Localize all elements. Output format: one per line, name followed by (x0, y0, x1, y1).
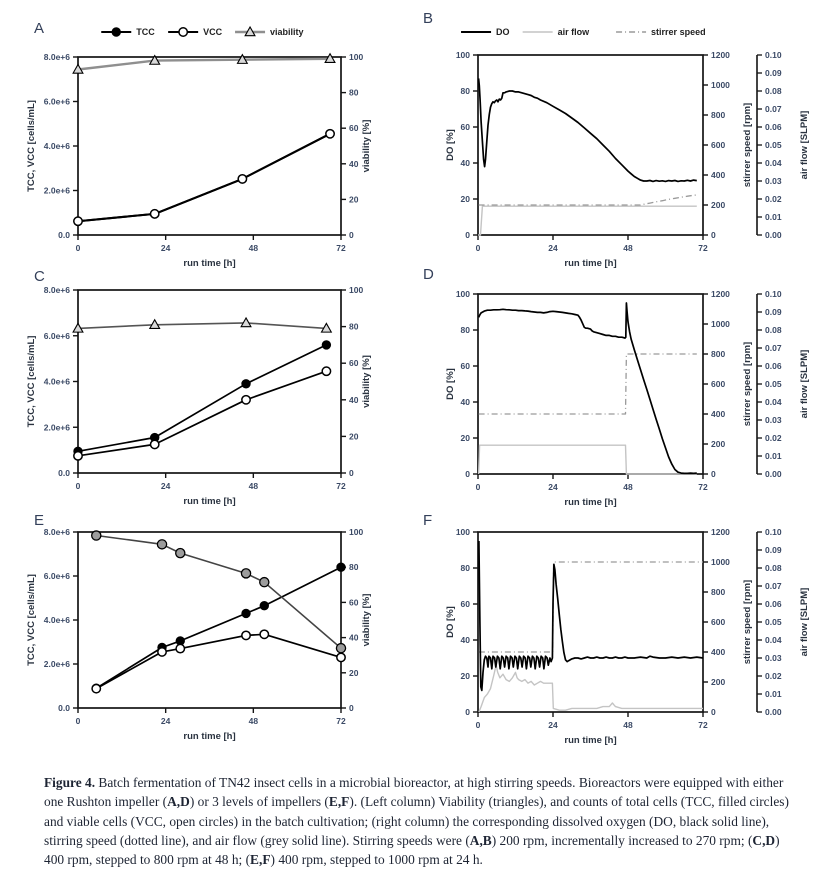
svg-text:0.01: 0.01 (765, 451, 782, 461)
svg-text:400: 400 (711, 170, 726, 180)
svg-text:0.01: 0.01 (765, 212, 782, 222)
panel-E-label: E (34, 512, 45, 529)
panel-E-chart (18, 510, 410, 772)
svg-text:1200: 1200 (711, 527, 730, 537)
svg-text:0: 0 (475, 720, 481, 730)
svg-text:600: 600 (711, 140, 726, 150)
svg-text:0: 0 (465, 707, 470, 717)
svg-text:0: 0 (349, 703, 354, 713)
svg-text:72: 72 (698, 720, 708, 730)
panel-B-label: B (423, 10, 434, 27)
y-axis-title: air flow [SLPM] (799, 587, 810, 657)
series-VCC (92, 630, 345, 693)
svg-text:0: 0 (465, 469, 470, 479)
svg-text:72: 72 (698, 482, 708, 492)
y-axis-title: stirrer speed [rpm] (742, 102, 753, 188)
svg-text:0.07: 0.07 (765, 104, 782, 114)
series-viability (92, 531, 346, 653)
svg-text:0.09: 0.09 (765, 307, 782, 317)
series-stirrer speed (479, 562, 703, 652)
svg-text:4.0e+6: 4.0e+6 (43, 615, 70, 625)
caption-text: ) 400 rpm, stepped to 1000 rpm at 24 h. (270, 852, 483, 868)
x-axis (76, 708, 346, 742)
svg-text:1000: 1000 (711, 319, 730, 329)
svg-text:0: 0 (75, 716, 81, 726)
svg-text:0: 0 (465, 230, 470, 240)
svg-text:2.0e+6: 2.0e+6 (43, 659, 70, 669)
series-air flow (479, 445, 697, 474)
svg-text:0.05: 0.05 (765, 140, 782, 150)
svg-text:DO: DO (496, 27, 510, 37)
svg-text:0.10: 0.10 (765, 50, 782, 60)
panel-F (415, 510, 831, 772)
svg-text:8.0e+6: 8.0e+6 (43, 285, 70, 295)
svg-text:0.00: 0.00 (765, 469, 782, 479)
series-DO (479, 303, 697, 473)
svg-text:60: 60 (460, 122, 470, 132)
x-axis (76, 473, 346, 507)
svg-text:0.08: 0.08 (765, 563, 782, 573)
svg-text:80: 80 (460, 563, 470, 573)
panel-D-chart (415, 262, 831, 512)
y-axis-slpm (757, 527, 810, 717)
svg-text:72: 72 (336, 243, 346, 253)
svg-text:0.10: 0.10 (765, 527, 782, 537)
svg-text:0: 0 (475, 482, 481, 492)
svg-text:0.0: 0.0 (58, 468, 70, 478)
svg-text:0.06: 0.06 (765, 599, 782, 609)
caption-text: Batch fermentation of TN42 insect cells in a microbial bioreactor, at high stirring speeds. Bioreactors were equipped with either one Rushton impeller ( (44, 775, 784, 810)
svg-text:0.03: 0.03 (765, 415, 782, 425)
svg-text:0.02: 0.02 (765, 194, 782, 204)
caption-bold-text: Figure 4. (44, 775, 96, 790)
panel-E (18, 510, 410, 772)
svg-text:0: 0 (75, 481, 81, 491)
svg-text:0.04: 0.04 (765, 635, 782, 645)
svg-text:4.0e+6: 4.0e+6 (43, 141, 70, 151)
y-axis-y2 (341, 52, 372, 240)
panel-B-chart (415, 8, 831, 269)
svg-text:20: 20 (460, 194, 470, 204)
series-VCC (74, 367, 331, 460)
svg-text:0.0: 0.0 (58, 230, 70, 240)
svg-text:0.03: 0.03 (765, 176, 782, 186)
svg-text:0: 0 (75, 243, 81, 253)
x-axis-title: run time [h] (564, 735, 617, 746)
y-axis-slpm (757, 289, 810, 479)
svg-text:600: 600 (711, 379, 726, 389)
svg-text:0.09: 0.09 (765, 545, 782, 555)
svg-text:60: 60 (349, 123, 359, 134)
x-axis-title: run time [h] (183, 496, 236, 507)
svg-text:800: 800 (711, 349, 726, 359)
svg-text:0.06: 0.06 (765, 122, 782, 132)
svg-text:40: 40 (349, 158, 359, 169)
svg-text:2.0e+6: 2.0e+6 (43, 185, 70, 196)
y-axis-title: DO [%] (445, 129, 456, 161)
panel-C (18, 262, 410, 512)
svg-text:100: 100 (455, 50, 470, 60)
svg-text:80: 80 (349, 562, 359, 573)
svg-text:40: 40 (349, 632, 359, 643)
svg-text:400: 400 (711, 647, 726, 657)
svg-text:4.0e+6: 4.0e+6 (43, 376, 70, 387)
svg-text:0: 0 (475, 243, 481, 253)
x-axis-title: run time [h] (183, 731, 236, 742)
svg-text:0.07: 0.07 (765, 343, 782, 353)
svg-text:60: 60 (460, 361, 470, 371)
svg-text:20: 20 (349, 431, 359, 442)
svg-text:24: 24 (160, 716, 171, 726)
panel-F-chart (415, 510, 831, 772)
svg-text:air flow: air flow (557, 27, 590, 37)
svg-text:24: 24 (548, 720, 558, 730)
svg-text:60: 60 (349, 597, 359, 608)
panel-C-label: C (34, 268, 45, 285)
svg-text:1000: 1000 (711, 557, 730, 567)
caption-bold-text: C,D (752, 832, 776, 848)
caption-bold-text: E,F (250, 852, 271, 868)
svg-text:1200: 1200 (711, 289, 730, 299)
y-axis-title: viability [%] (361, 119, 372, 173)
series-stirrer speed (479, 195, 699, 205)
legend (101, 27, 303, 37)
svg-text:stirrer speed: stirrer speed (651, 27, 706, 37)
svg-text:8.0e+6: 8.0e+6 (43, 527, 70, 537)
y-axis-title: air flow [SLPM] (799, 110, 810, 180)
svg-text:0.0: 0.0 (58, 703, 70, 713)
svg-text:800: 800 (711, 587, 726, 597)
svg-text:80: 80 (460, 86, 470, 96)
svg-text:0.00: 0.00 (765, 707, 782, 717)
svg-text:0.05: 0.05 (765, 379, 782, 389)
svg-text:0.08: 0.08 (765, 86, 782, 96)
svg-text:6.0e+6: 6.0e+6 (43, 571, 70, 581)
series-air flow (478, 206, 697, 235)
svg-text:48: 48 (623, 720, 633, 730)
panel-A-label: A (34, 20, 45, 37)
x-axis (476, 474, 708, 508)
svg-text:0: 0 (711, 469, 716, 479)
svg-text:0.02: 0.02 (765, 433, 782, 443)
caption-text: ) 400 rpm, stepped to 800 rpm at 48 h; ( (44, 832, 780, 868)
x-axis-title: run time [h] (183, 258, 236, 269)
plot-frame (478, 55, 703, 235)
svg-text:0.09: 0.09 (765, 68, 782, 78)
panel-A (18, 8, 410, 269)
svg-text:0.01: 0.01 (765, 689, 782, 699)
svg-text:400: 400 (711, 409, 726, 419)
panel-C-chart (18, 262, 410, 512)
y-axis-slpm (757, 50, 810, 240)
y-axis-y2 (341, 527, 372, 713)
svg-text:0.03: 0.03 (765, 653, 782, 663)
svg-text:40: 40 (460, 158, 470, 168)
svg-text:200: 200 (711, 439, 726, 449)
series-DO (479, 541, 703, 690)
svg-text:40: 40 (460, 397, 470, 407)
svg-text:viability: viability (270, 27, 304, 37)
caption-text: ) or 3 levels of impellers ( (189, 794, 329, 810)
caption-bold-text: E,F (328, 794, 350, 810)
svg-text:800: 800 (711, 110, 726, 120)
y-axis-do (445, 50, 478, 240)
svg-text:72: 72 (336, 716, 346, 726)
svg-text:0.07: 0.07 (765, 581, 782, 591)
y-axis-title: air flow [SLPM] (799, 349, 810, 419)
y-axis-title: TCC, VCC [cells/mL] (26, 335, 37, 428)
panel-B (415, 8, 831, 269)
svg-text:20: 20 (349, 667, 359, 678)
svg-text:0.10: 0.10 (765, 289, 782, 299)
legend (461, 27, 706, 37)
y-axis-rpm (703, 289, 753, 479)
series-TCC (74, 130, 334, 226)
svg-text:0: 0 (711, 230, 716, 240)
svg-text:VCC: VCC (203, 27, 223, 37)
svg-text:24: 24 (548, 482, 558, 492)
svg-text:20: 20 (349, 194, 359, 205)
series-TCC (74, 341, 331, 456)
y-axis-do (445, 289, 478, 479)
svg-text:40: 40 (460, 635, 470, 645)
svg-text:100: 100 (455, 289, 470, 299)
svg-text:0.08: 0.08 (765, 325, 782, 335)
svg-text:0.04: 0.04 (765, 397, 782, 407)
svg-text:100: 100 (455, 527, 470, 537)
y-axis-title: stirrer speed [rpm] (742, 579, 753, 665)
y-axis-title: stirrer speed [rpm] (742, 341, 753, 427)
panel-F-label: F (423, 512, 433, 529)
figure-caption (44, 773, 802, 869)
svg-text:60: 60 (349, 358, 359, 369)
plot-frame (78, 532, 341, 708)
svg-text:48: 48 (248, 243, 259, 253)
svg-text:0: 0 (711, 707, 716, 717)
svg-text:72: 72 (698, 243, 708, 253)
svg-text:60: 60 (460, 599, 470, 609)
y-axis-y (26, 527, 78, 713)
panel-D-label: D (423, 266, 434, 283)
y-axis-rpm (703, 50, 753, 240)
svg-text:0.06: 0.06 (765, 361, 782, 371)
plot-frame (478, 294, 703, 474)
svg-text:72: 72 (336, 481, 346, 491)
y-axis-y2 (341, 285, 372, 478)
y-axis-y (26, 52, 78, 240)
svg-text:6.0e+6: 6.0e+6 (43, 330, 70, 341)
svg-text:0: 0 (349, 468, 354, 478)
svg-text:100: 100 (349, 285, 364, 295)
y-axis-title: DO [%] (445, 368, 456, 400)
plot-frame (78, 290, 341, 473)
svg-text:48: 48 (623, 243, 633, 253)
svg-text:20: 20 (460, 671, 470, 681)
svg-text:1200: 1200 (711, 50, 730, 60)
svg-text:48: 48 (248, 481, 259, 491)
series-DO (479, 78, 697, 181)
series-stirrer speed (479, 354, 697, 414)
svg-text:40: 40 (349, 394, 359, 405)
svg-text:24: 24 (548, 243, 558, 253)
caption-text: ) 200 rpm, incrementally increased to 270 rpm; ( (491, 832, 753, 848)
panel-A-chart (18, 8, 410, 269)
svg-text:0.05: 0.05 (765, 617, 782, 627)
series-viability (73, 318, 331, 332)
y-axis-title: viability [%] (361, 593, 372, 647)
svg-text:2.0e+6: 2.0e+6 (43, 422, 70, 433)
caption-text: ). (Left column) Viability (triangles), and counts of total cells (TCC, filled circles) and viable cells (VCC, open circles) in the batch cultivation; (right column) the corresponding dissolved oxygen (DO, black solid line), stirring speed (dotted line), and air flow (grey solid line). Stirring speeds were ( (44, 794, 789, 848)
svg-text:24: 24 (160, 481, 171, 491)
svg-text:200: 200 (711, 677, 726, 687)
caption-bold-text: A,D (167, 794, 190, 810)
panel-D (415, 262, 831, 512)
y-axis-title: TCC, VCC [cells/mL] (26, 574, 37, 666)
svg-text:0.02: 0.02 (765, 671, 782, 681)
svg-text:100: 100 (349, 52, 364, 62)
series-air flow (479, 665, 703, 712)
x-axis-title: run time [h] (564, 258, 617, 269)
svg-text:20: 20 (460, 433, 470, 443)
plot-frame (78, 57, 341, 235)
caption-bold-text: A,B (469, 832, 492, 848)
series-TCC (92, 563, 345, 692)
y-axis-title: TCC, VCC [cells/mL] (26, 100, 37, 192)
svg-text:48: 48 (248, 716, 259, 726)
y-axis-do (445, 527, 478, 717)
svg-text:48: 48 (623, 482, 633, 492)
svg-text:8.0e+6: 8.0e+6 (43, 52, 70, 62)
y-axis-title: DO [%] (445, 606, 456, 638)
y-axis-rpm (703, 527, 753, 717)
y-axis-y (26, 285, 78, 478)
x-axis-title: run time [h] (564, 497, 617, 508)
y-axis-title: viability [%] (361, 355, 372, 408)
x-axis (476, 712, 708, 746)
svg-text:6.0e+6: 6.0e+6 (43, 96, 70, 107)
svg-text:1000: 1000 (711, 80, 730, 90)
svg-text:0.00: 0.00 (765, 230, 782, 240)
svg-text:600: 600 (711, 617, 726, 627)
plot-frame (478, 532, 703, 712)
series-VCC (74, 130, 334, 226)
svg-text:80: 80 (460, 325, 470, 335)
svg-text:24: 24 (160, 243, 171, 253)
svg-text:TCC: TCC (136, 27, 155, 37)
svg-text:80: 80 (349, 87, 359, 98)
svg-text:0: 0 (349, 230, 354, 240)
svg-text:200: 200 (711, 200, 726, 210)
svg-text:80: 80 (349, 321, 359, 332)
svg-text:0.04: 0.04 (765, 158, 782, 168)
svg-text:100: 100 (349, 527, 364, 537)
